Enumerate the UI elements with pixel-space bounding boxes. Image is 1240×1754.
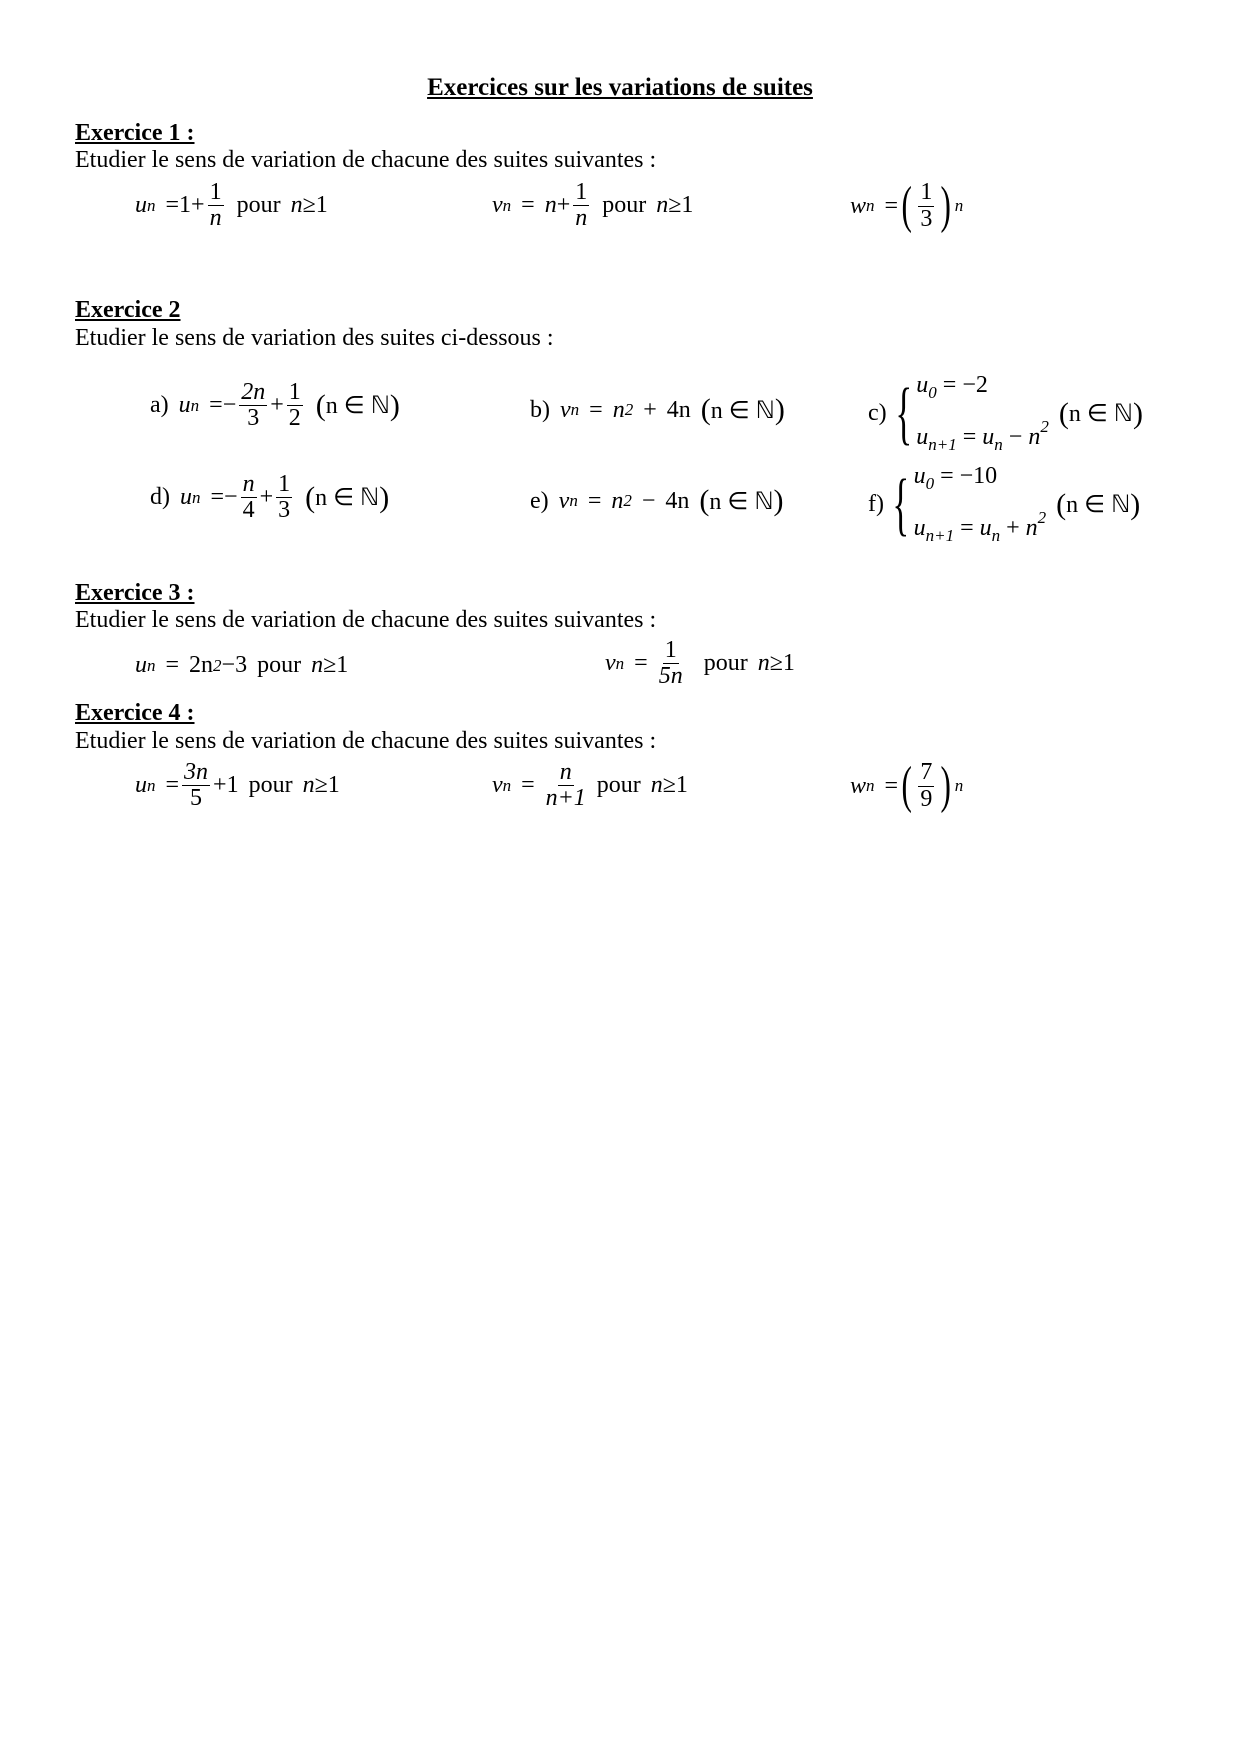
ex2-a-formula: a) u n = − $\frac{2n}{3}$ + $\frac{1}{2}$ ( n ∈ ℕ ) bbox=[150, 379, 400, 432]
exercise-4-instruction: Etudier le sens de variation de chacune des suites suivantes : bbox=[75, 728, 657, 754]
page-title: Exercices sur les variations de suites bbox=[427, 74, 813, 101]
exercise-3-heading: Exercice 3 : bbox=[75, 580, 195, 606]
exercise-4-heading: Exercice 4 : bbox=[75, 700, 195, 726]
ex2-b-formula: b) v n = n 2 + 4n ( n ∈ ℕ ) bbox=[530, 393, 785, 426]
ex1-u-formula: u n = 1 + $\frac{1}{n}$ pour n ≥1 bbox=[135, 179, 328, 232]
ex4-v-formula: v n = $\frac{n}{n+1}$ pour n ≥1 bbox=[492, 759, 688, 812]
ex2-d-formula: d) u n = − $\frac{n}{4}$ + $\frac{1}{3}$ ( n ∈ ℕ ) bbox=[150, 471, 390, 524]
ex3-u-formula: u n = 2n 2 −3 pour n ≥1 bbox=[135, 652, 349, 678]
ex4-w-formula: w n = ( $\frac{7}{9}$ ) n bbox=[850, 757, 964, 814]
ex2-f-formula: f) { $u_0 = -10$ $u_{n+1} = u_n + n^2$ ( n ∈ ℕ ) bbox=[868, 463, 1141, 545]
ex1-v-formula: v n = n + $\frac{1}{n}$ pour n ≥1 bbox=[492, 179, 694, 232]
ex4-u-formula: u n = $\frac{3n}{5}$ + 1 pour n ≥1 bbox=[135, 759, 340, 812]
exercise-3-instruction: Etudier le sens de variation de chacune des suites suivantes : bbox=[75, 607, 657, 633]
exercise-2-heading: Exercice 2 bbox=[75, 297, 181, 323]
ex2-e-formula: e) v n = n 2 − 4n ( n ∈ ℕ ) bbox=[530, 484, 784, 517]
ex2-c-formula: c) { $u_0 = -2$ $u_{n+1} = u_n - n^2$ ( n ∈ ℕ ) bbox=[868, 372, 1143, 454]
exercise-2-instruction: Etudier le sens de variation des suites ci-dessous : bbox=[75, 325, 554, 351]
ex3-v-formula: v n = $\frac{1}{5n}$ pour n ≥1 bbox=[605, 637, 795, 690]
exercise-1-instruction: Etudier le sens de variation de chacune des suites suivantes : bbox=[75, 147, 657, 173]
exercise-1-heading: Exercice 1 : bbox=[75, 120, 195, 146]
ex1-w-formula: w n = ( $\frac{1}{3}$ ) n bbox=[850, 177, 964, 234]
